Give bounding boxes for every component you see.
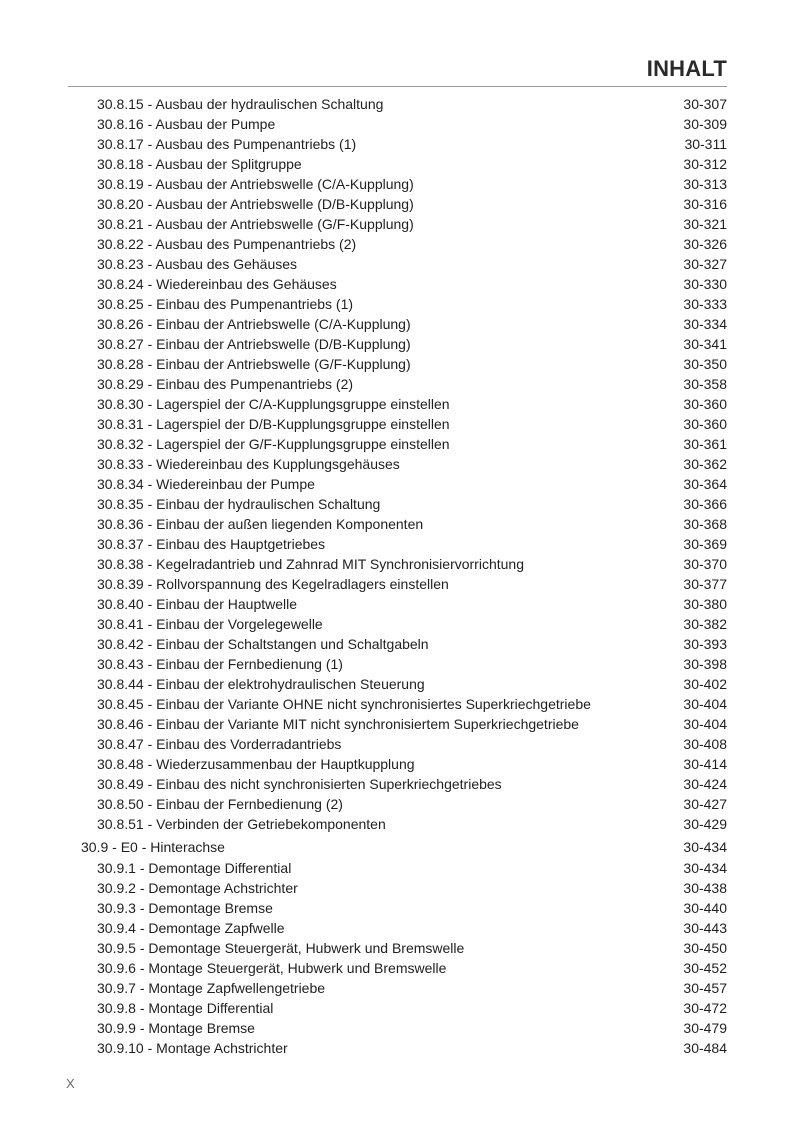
toc-entry[interactable] [0, 454, 794, 474]
toc-entry-title: 30.9.10 - Montage Achstrichter [97, 1040, 288, 1056]
toc-entry[interactable] [0, 274, 794, 294]
toc-entry[interactable] [0, 978, 794, 998]
toc-entry-page: 30-404 [683, 696, 727, 712]
toc-entry[interactable] [0, 334, 794, 354]
toc-entry-title: 30.8.29 - Einbau des Pumpenantriebs (2) [97, 376, 354, 392]
toc-entry-page: 30-414 [683, 756, 727, 772]
toc-entry-page: 30-450 [683, 940, 727, 956]
toc-entry-page: 30-326 [683, 236, 727, 252]
toc-entry[interactable] [0, 878, 794, 898]
toc-entry-page: 30-316 [683, 196, 727, 212]
toc-entry[interactable] [0, 414, 794, 434]
toc-entry-page: 30-364 [683, 476, 727, 492]
toc-entry-page: 30-377 [683, 576, 727, 592]
toc-entry-page: 30-307 [683, 96, 727, 112]
toc-entry-page: 30-327 [683, 256, 727, 272]
toc-entry[interactable] [0, 814, 794, 834]
toc-entry-title: 30.9.9 - Montage Bremse [97, 1020, 255, 1036]
toc-entry[interactable] [0, 918, 794, 938]
toc-entry-title: 30.8.25 - Einbau des Pumpenantriebs (1) [97, 296, 354, 312]
toc-entry[interactable] [0, 174, 794, 194]
toc-entry[interactable] [0, 774, 794, 794]
toc-entry-page: 30-429 [683, 816, 727, 832]
toc-entry-title: 30.8.37 - Einbau des Hauptgetriebes [97, 536, 326, 552]
toc-entry-page: 30-424 [683, 776, 727, 792]
toc-entry-title: 30.8.43 - Einbau der Fernbedienung (1) [97, 656, 343, 672]
toc-entry-title: 30.8.36 - Einbau der außen liegenden Komponenten [97, 516, 424, 532]
toc-entry-title: 30.8.49 - Einbau des nicht synchronisierten Superkriechgetriebes [97, 776, 502, 792]
toc-entry[interactable] [0, 114, 794, 134]
toc-entry-page: 30-472 [683, 1000, 727, 1016]
toc-entry[interactable] [0, 898, 794, 918]
toc-entry[interactable] [0, 958, 794, 978]
toc-entry-title: 30.8.23 - Ausbau des Gehäuses [97, 256, 298, 272]
toc-entry-page: 30-402 [683, 676, 727, 692]
toc-entry[interactable] [0, 534, 794, 554]
toc-entry-page: 30-350 [683, 356, 727, 372]
toc-entry-title: 30.8.50 - Einbau der Fernbedienung (2) [97, 796, 343, 812]
toc-entry[interactable] [0, 354, 794, 374]
toc-entry[interactable] [0, 234, 794, 254]
toc-entry-page: 30-452 [683, 960, 727, 976]
toc-entry[interactable] [0, 494, 794, 514]
toc-entry-page: 30-369 [683, 536, 727, 552]
toc-entry-title: 30.9.6 - Montage Steuergerät, Hubwerk und Bremswelle [97, 960, 447, 976]
toc-entry-title: 30.8.48 - Wiederzusammenbau der Hauptkupplung [97, 756, 415, 772]
toc-entry[interactable] [0, 938, 794, 958]
toc-entry[interactable] [0, 254, 794, 274]
toc-entry-page: 30-380 [683, 596, 727, 612]
toc-entry[interactable] [0, 998, 794, 1018]
toc-entry[interactable] [0, 434, 794, 454]
toc-entry-title: 30.8.27 - Einbau der Antriebswelle (D/B-Kupplung) [97, 336, 411, 352]
toc-entry-page: 30-361 [683, 436, 727, 452]
toc-entry-title: 30.8.42 - Einbau der Schaltstangen und Schaltgabeln [97, 636, 429, 652]
toc-entry-title: 30.8.35 - Einbau der hydraulischen Schaltung [97, 496, 381, 512]
toc-entry[interactable] [0, 1038, 794, 1058]
header-rule [68, 86, 727, 87]
toc-entry-page: 30-438 [683, 880, 727, 896]
toc-entry-title: 30.8.28 - Einbau der Antriebswelle (G/F-Kupplung) [97, 356, 411, 372]
toc-entry-page: 30-434 [683, 860, 727, 876]
toc-entry-page: 30-309 [683, 116, 727, 132]
toc-entry[interactable] [0, 214, 794, 234]
toc-entry-page: 30-313 [683, 176, 727, 192]
toc-entry[interactable] [0, 714, 794, 734]
toc-entry-title: 30.8.38 - Kegelradantrieb und Zahnrad MIT Synchronisiervorrichtung [97, 556, 524, 572]
toc-entry[interactable] [0, 734, 794, 754]
toc-entry-title: 30.9.5 - Demontage Steuergerät, Hubwerk und Bremswelle [97, 940, 465, 956]
toc-entry-page: 30-479 [683, 1020, 727, 1036]
toc-entry-title: 30.8.30 - Lagerspiel der C/A-Kupplungsgruppe einstellen [97, 396, 450, 412]
toc-entry-page: 30-312 [683, 156, 727, 172]
toc-entry-page: 30-408 [683, 736, 727, 752]
toc-entry-title: 30.8.32 - Lagerspiel der G/F-Kupplungsgruppe einstellen [97, 436, 450, 452]
toc-entry-title: 30.9.4 - Demontage Zapfwelle [97, 920, 285, 936]
toc-entry-page: 30-393 [683, 636, 727, 652]
toc-entry-page: 30-341 [683, 336, 727, 352]
toc-entry[interactable] [0, 554, 794, 574]
toc-entry[interactable] [0, 474, 794, 494]
toc-entry-title: 30.9.8 - Montage Differential [97, 1000, 274, 1016]
toc-entry-title: 30.9 - E0 - Hinterachse [81, 839, 225, 855]
toc-entry-title: 30.8.16 - Ausbau der Pumpe [97, 116, 276, 132]
toc-entry[interactable] [0, 794, 794, 814]
toc-entry[interactable] [0, 594, 794, 614]
page-title: INHALT [646, 56, 727, 81]
toc-entry-title: 30.8.45 - Einbau der Variante OHNE nicht synchronisiertes Superkriechgetriebe [97, 696, 591, 712]
toc-entry-page: 30-333 [683, 296, 727, 312]
toc-entry[interactable] [0, 574, 794, 594]
toc-entry-title: 30.8.24 - Wiedereinbau des Gehäuses [97, 276, 337, 292]
toc-entry-title: 30.8.22 - Ausbau des Pumpenantriebs (2) [97, 236, 357, 252]
toc-entry-page: 30-404 [683, 716, 727, 732]
toc-entry-title: 30.9.1 - Demontage Differential [97, 860, 292, 876]
toc-entry[interactable] [0, 674, 794, 694]
toc-entry-page: 30-440 [683, 900, 727, 916]
toc-section-heading[interactable] [0, 837, 794, 857]
toc-entry-title: 30.8.21 - Ausbau der Antriebswelle (G/F-Kupplung) [97, 216, 414, 232]
toc-entry[interactable] [0, 614, 794, 634]
toc-entry-title: 30.8.51 - Verbinden der Getriebekomponenten [97, 816, 386, 832]
toc-entry[interactable] [0, 858, 794, 878]
toc-entry[interactable] [0, 654, 794, 674]
toc-entry-page: 30-368 [683, 516, 727, 532]
toc-entry[interactable] [0, 754, 794, 774]
toc-entry-page: 30-366 [683, 496, 727, 512]
toc-entry[interactable] [0, 1018, 794, 1038]
toc-entry-title: 30.8.34 - Wiedereinbau der Pumpe [97, 476, 315, 492]
toc-entry-title: 30.8.44 - Einbau der elektrohydraulischen Steuerung [97, 676, 425, 692]
toc-entry-title: 30.8.39 - Rollvorspannung des Kegelradlagers einstellen [97, 576, 449, 592]
toc-entry[interactable] [0, 294, 794, 314]
toc-entry[interactable] [0, 194, 794, 214]
toc-entry-page: 30-358 [683, 376, 727, 392]
page-marker: X [66, 1076, 75, 1091]
toc-entry-title: 30.8.15 - Ausbau der hydraulischen Schaltung [97, 96, 384, 112]
table-of-contents [0, 94, 794, 1058]
toc-entry-title: 30.8.31 - Lagerspiel der D/B-Kupplungsgruppe einstellen [97, 416, 450, 432]
toc-entry-page: 30-443 [683, 920, 727, 936]
toc-entry[interactable] [0, 94, 794, 114]
toc-entry-title: 30.8.18 - Ausbau der Splitgruppe [97, 156, 302, 172]
toc-entry-title: 30.8.19 - Ausbau der Antriebswelle (C/A-Kupplung) [97, 176, 414, 192]
toc-entry-title: 30.8.46 - Einbau der Variante MIT nicht synchronisiertem Superkriechgetriebe [97, 716, 579, 732]
toc-entry[interactable] [0, 694, 794, 714]
toc-entry[interactable] [0, 374, 794, 394]
toc-entry[interactable] [0, 394, 794, 414]
toc-entry-title: 30.8.40 - Einbau der Hauptwelle [97, 596, 298, 612]
toc-entry-title: 30.8.26 - Einbau der Antriebswelle (C/A-Kupplung) [97, 316, 411, 332]
toc-entry-title: 30.8.17 - Ausbau des Pumpenantriebs (1) [97, 136, 357, 152]
toc-entry[interactable] [0, 314, 794, 334]
toc-entry[interactable] [0, 514, 794, 534]
toc-entry-page: 30-398 [683, 656, 727, 672]
toc-entry-page: 30-360 [683, 416, 727, 432]
toc-entry-page: 30-330 [683, 276, 727, 292]
toc-entry-page: 30-311 [684, 136, 727, 152]
toc-entry-page: 30-434 [683, 839, 727, 855]
toc-entry[interactable] [0, 154, 794, 174]
toc-entry-title: 30.8.20 - Ausbau der Antriebswelle (D/B-Kupplung) [97, 196, 414, 212]
toc-entry-title: 30.8.41 - Einbau der Vorgelegewelle [97, 616, 323, 632]
toc-entry-title: 30.9.7 - Montage Zapfwellengetriebe [97, 980, 326, 996]
toc-entry-page: 30-321 [683, 216, 727, 232]
toc-entry-page: 30-360 [683, 396, 727, 412]
toc-entry-page: 30-382 [683, 616, 727, 632]
toc-entry-page: 30-427 [683, 796, 727, 812]
toc-entry-title: 30.9.3 - Demontage Bremse [97, 900, 273, 916]
toc-entry-page: 30-334 [683, 316, 727, 332]
toc-entry-title: 30.8.33 - Wiedereinbau des Kupplungsgehäuses [97, 456, 400, 472]
toc-entry-title: 30.8.47 - Einbau des Vorderradantriebs [97, 736, 342, 752]
toc-entry-title: 30.9.2 - Demontage Achstrichter [97, 880, 298, 896]
toc-entry-page: 30-362 [683, 456, 727, 472]
toc-entry-page: 30-484 [683, 1040, 727, 1056]
toc-entry[interactable] [0, 134, 794, 154]
toc-entry-page: 30-457 [683, 980, 727, 996]
toc-entry-page: 30-370 [683, 556, 727, 572]
toc-entry[interactable] [0, 634, 794, 654]
